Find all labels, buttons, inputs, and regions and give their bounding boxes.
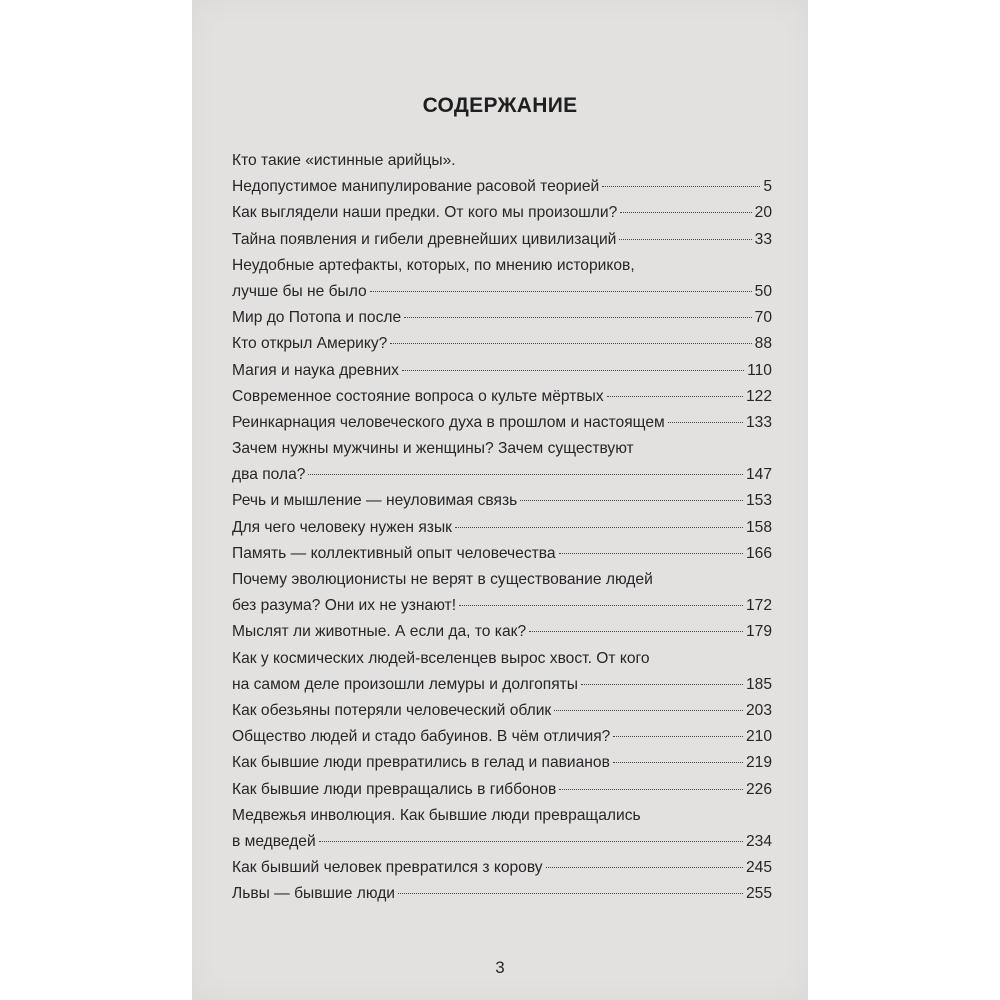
toc-entry-title: Речь и мышление — неуловимая связь — [232, 492, 518, 510]
dot-leader — [402, 370, 744, 371]
toc-entry-page: 20 — [754, 204, 772, 222]
toc-entry-page: 147 — [745, 466, 772, 484]
toc-entry-title: Кто открыл Америку? — [232, 335, 388, 353]
toc-entry-title: Львы — бывшие люди — [232, 885, 396, 903]
toc-entry — [232, 855, 772, 881]
toc-entry-page: 179 — [745, 623, 772, 641]
dot-leader — [319, 841, 743, 842]
toc-entry — [232, 803, 772, 855]
dot-leader — [308, 474, 743, 475]
toc-entry — [232, 436, 772, 488]
toc-entry-line: Неудобные артефакты, которых, по мнению историков, — [232, 256, 635, 274]
toc-entry-line — [232, 750, 772, 776]
toc-entry-line: Как у космических людей-вселенцев вырос хвост. От кого — [232, 649, 650, 667]
toc-entry-page: 153 — [745, 492, 772, 510]
dot-leader — [520, 500, 743, 501]
toc-entry-line — [232, 305, 772, 331]
toc-entry — [232, 200, 772, 226]
toc-entry-title: Мыслят ли животные. А если да, то как? — [232, 623, 527, 641]
toc-entry-line: Кто такие «истинные арийцы». — [232, 152, 456, 169]
toc-entry — [232, 358, 772, 384]
dot-leader — [613, 736, 743, 737]
toc-entry-line — [232, 488, 772, 514]
toc-entry — [232, 724, 772, 750]
toc-entry-title: Недопустимое манипулирование расовой теорией — [232, 178, 600, 196]
dot-leader — [529, 631, 743, 632]
dot-leader — [546, 867, 743, 868]
toc-entry-page: 255 — [745, 885, 772, 903]
toc-entry-page: 210 — [745, 728, 772, 746]
toc-entry-title: Память — коллективный опыт человечества — [232, 544, 556, 562]
toc-entry-line — [232, 200, 772, 226]
dot-leader — [370, 291, 752, 292]
book-page — [192, 0, 808, 1000]
toc-entry-line — [232, 358, 772, 384]
dot-leader — [613, 762, 743, 763]
dot-leader — [602, 186, 760, 187]
dot-leader — [559, 789, 743, 790]
toc-entry-line — [232, 881, 772, 907]
toc-entry-line — [232, 410, 772, 436]
toc-entry-page: 70 — [754, 309, 772, 327]
toc-entry-title: Как бывший человек превратился з корову — [232, 859, 543, 877]
toc-entry-page: 50 — [754, 282, 772, 300]
toc-entry-line — [232, 384, 772, 410]
toc-entry-title: Как бывшие люди превращались в гиббонов — [232, 780, 557, 798]
toc-entry-title: Для чего человеку нужен язык — [232, 518, 452, 536]
toc-entry-title: Современное состояние вопроса о культе мёртвых — [232, 387, 604, 405]
toc-entry — [232, 567, 772, 619]
toc-entry-line — [232, 724, 772, 750]
toc-entry — [232, 331, 772, 357]
toc-entry — [232, 777, 772, 803]
toc-entry-line — [232, 541, 772, 567]
dot-leader — [404, 317, 751, 318]
page-number: 3 — [495, 958, 505, 977]
toc-entry-title: без разума? Они их не узнают! — [232, 597, 457, 615]
toc-entry-line — [232, 331, 772, 357]
toc-entry — [232, 881, 772, 907]
toc-entry-title: в медведей — [232, 832, 316, 850]
toc-entry — [232, 698, 772, 724]
toc-entry-page: 245 — [745, 859, 772, 877]
toc-entry — [232, 750, 772, 776]
toc-entry-line — [232, 515, 772, 541]
toc-entry-line — [232, 855, 772, 881]
toc-entry-title: на самом деле произошли лемуры и долгопяты — [232, 675, 579, 693]
toc-entry-page: 219 — [745, 754, 772, 772]
toc-entry-line — [232, 593, 772, 619]
dot-leader — [455, 527, 743, 528]
toc-entry-line — [232, 777, 772, 803]
toc-entry-page: 185 — [745, 675, 772, 693]
toc-entry — [232, 227, 772, 253]
toc-entry-page: 158 — [745, 518, 772, 536]
toc-entry — [232, 488, 772, 514]
dot-leader — [559, 553, 743, 554]
toc-entry — [232, 148, 772, 200]
toc-entry-title: лучше бы не было — [232, 282, 367, 300]
toc-entry-title: Магия и наука древних — [232, 361, 399, 379]
toc-entry-line — [232, 698, 772, 724]
toc-entry-line — [232, 672, 772, 698]
toc-entry — [232, 410, 772, 436]
table-of-contents — [232, 148, 772, 907]
dot-leader — [390, 343, 751, 344]
dot-leader — [459, 605, 743, 606]
toc-entry — [232, 515, 772, 541]
toc-entry-page: 172 — [745, 597, 772, 615]
toc-entry-title: Тайна появления и гибели древнейших цивилизаций — [232, 230, 617, 248]
toc-entry-title: Реинкарнация человеческого духа в прошлом и настоящем — [232, 413, 665, 431]
toc-entry-line — [232, 619, 772, 645]
toc-entry-title: Мир до Потопа и после — [232, 309, 402, 327]
toc-entry-page: 33 — [754, 230, 772, 248]
toc-entry-line — [232, 462, 772, 488]
toc-entry-page: 133 — [745, 413, 772, 431]
toc-entry-title: два пола? — [232, 466, 306, 484]
toc-entry-line — [232, 174, 772, 200]
toc-entry-page: 122 — [745, 387, 772, 405]
toc-entry-page: 203 — [745, 701, 772, 719]
toc-entry-line: Медвежья инволюция. Как бывшие люди превращались — [232, 806, 641, 824]
toc-entry-page: 234 — [745, 832, 772, 850]
toc-entry — [232, 646, 772, 698]
toc-entry — [232, 253, 772, 305]
toc-entry-title: Как выглядели наши предки. От кого мы произошли? — [232, 204, 618, 222]
dot-leader — [620, 212, 751, 213]
toc-entry — [232, 619, 772, 645]
toc-entry-title: Общество людей и стадо бабуинов. В чём отличия? — [232, 728, 611, 746]
page-title: СОДЕРЖАНИЕ — [422, 94, 578, 117]
toc-entry-line — [232, 829, 772, 855]
toc-entry-title: Как бывшие люди превратились в гелад и павианов — [232, 754, 610, 772]
dot-leader — [607, 396, 743, 397]
toc-entry — [232, 384, 772, 410]
toc-entry-page: 110 — [747, 361, 772, 379]
toc-entry-title: Как обезьяны потеряли человеческий облик — [232, 701, 552, 719]
toc-entry-line — [232, 227, 772, 253]
dot-leader — [554, 710, 743, 711]
dot-leader — [668, 422, 743, 423]
toc-entry-page: 166 — [745, 544, 772, 562]
dot-leader — [398, 893, 743, 894]
toc-entry — [232, 541, 772, 567]
dot-leader — [581, 684, 743, 685]
dot-leader — [619, 239, 751, 240]
toc-entry-page: 226 — [745, 780, 772, 798]
toc-entry-page: 5 — [763, 178, 772, 196]
toc-entry-page: 88 — [754, 335, 772, 353]
toc-entry-line — [232, 279, 772, 305]
toc-entry — [232, 305, 772, 331]
toc-entry-line: Почему эволюционисты не верят в существование людей — [232, 571, 653, 588]
toc-entry-line: Зачем нужны мужчины и женщины? Зачем существуют — [232, 440, 634, 458]
